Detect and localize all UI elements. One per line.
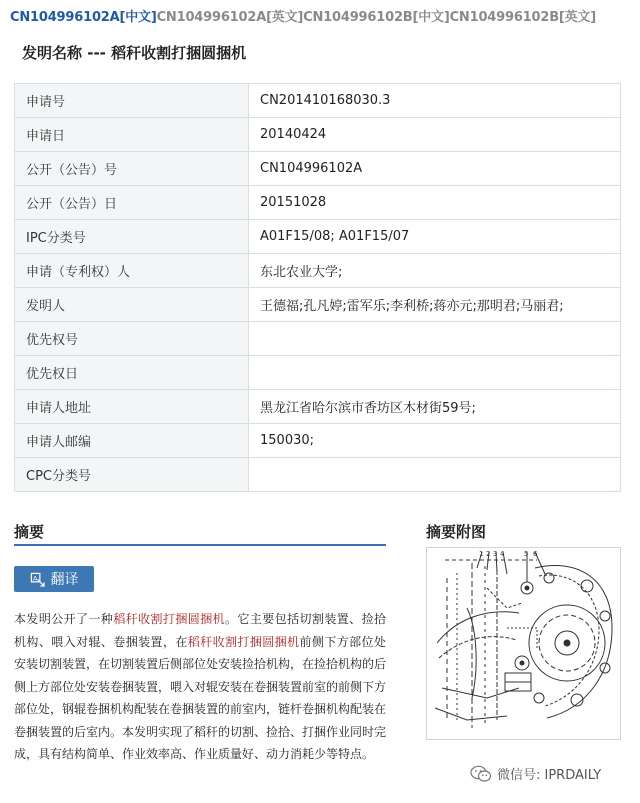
field-label: 优先权日 [15,356,249,390]
field-label: 申请人地址 [15,390,249,424]
field-row [15,118,621,152]
watermark [470,764,601,783]
field-label: CPC分类号 [15,458,249,492]
field-label: 优先权号 [15,322,249,356]
field-value: CN104996102A [249,152,621,186]
field-value [249,458,621,492]
field-row [15,152,621,186]
tab-1[interactable]: CN104996102A[中文] [10,10,157,25]
figure-callout: 2 [486,550,491,558]
abstract-segment: 。它主要包括切割装置、捡拾机构、喂入对辊、卷捆装置，在 [14,612,386,649]
figure-callout: 3 [493,550,498,558]
field-row [15,390,621,424]
field-row [15,458,621,492]
tab-2[interactable]: CN104996102A[英文] [156,10,304,25]
document-tabs [10,6,596,25]
field-label: 发明人 [15,288,249,322]
field-value [249,356,621,390]
field-label: 公开（公告）号 [15,152,249,186]
field-label: 申请（专利权）人 [15,254,249,288]
figure-callout: 4 [500,550,505,558]
field-value: 东北农业大学; [249,254,621,288]
field-row [15,254,621,288]
wechat-icon [470,765,492,783]
figure-callout: 1 [479,550,484,558]
field-row [15,186,621,220]
bibliographic-table [14,83,621,492]
field-label: IPC分类号 [15,220,249,254]
field-label: 申请日 [15,118,249,152]
tab-3[interactable]: CN104996102B[中文] [303,10,450,25]
invention-title [22,42,246,63]
field-value [249,322,621,356]
abstract-figure[interactable] [426,547,621,740]
watermark-text: 微信号: IPRDAILY [497,768,602,783]
abstract-text [14,608,386,766]
field-row [15,424,621,458]
translate-label: 翻译 [50,572,79,588]
field-value: 150030; [249,424,621,458]
translate-button[interactable] [14,566,94,592]
field-value: A01F15/08; A01F15/07 [249,220,621,254]
abstract-underline [14,544,386,546]
baler-drawing [427,548,620,739]
figure-callout: 6 [533,550,538,558]
field-row [15,356,621,390]
title-prefix: 发明名称 --- [22,44,112,62]
field-label: 申请号 [15,84,249,118]
field-value: 20140424 [249,118,621,152]
field-label: 公开（公告）日 [15,186,249,220]
figure-heading: 摘要附图 [426,523,487,541]
svg-text:A: A [32,573,37,582]
tab-4[interactable]: CN104996102B[英文] [449,10,596,25]
field-value: 王德福;孔凡婷;雷军乐;李利桥;蒋亦元;那明君;马丽君; [249,288,621,322]
abstract-keyword: 稻秆收割打捆圆捆机 [187,634,300,649]
field-label: 申请人邮编 [15,424,249,458]
field-row [15,84,621,118]
translate-icon [30,572,45,587]
abstract-segment: 本发明公开了一种 [14,612,114,626]
title-name: 稻秆收割打捆圆捆机 [111,44,247,62]
field-row [15,220,621,254]
field-row [15,288,621,322]
abstract-segment: 前侧下方部位处安装切割装置，在切割装置后侧部位处安装捡拾机构，在捡拾机构的后侧上方部位处安装卷捆装置，喂入对辊安装在卷捆装置前室的前侧下方部位处，钢辊卷捆机构配装在卷捆装置的前室内，链杆卷捆机构配装在卷捆装置的后室内。本发明实现了稻秆的切割、捡拾、打捆作业同时完成，具有结构简单、作业效率高、作业质量好、动力消耗少等特点。 [14,634,387,761]
field-value: 20151028 [249,186,621,220]
field-row [15,322,621,356]
abstract-heading: 摘要 [14,523,45,541]
figure-callout: 5 [524,550,529,558]
abstract-keyword: 稻秆收割打捆圆捆机 [113,612,226,626]
field-value: 黑龙江省哈尔滨市香坊区木材街59号; [249,390,621,424]
field-value: CN201410168030.3 [249,84,621,118]
